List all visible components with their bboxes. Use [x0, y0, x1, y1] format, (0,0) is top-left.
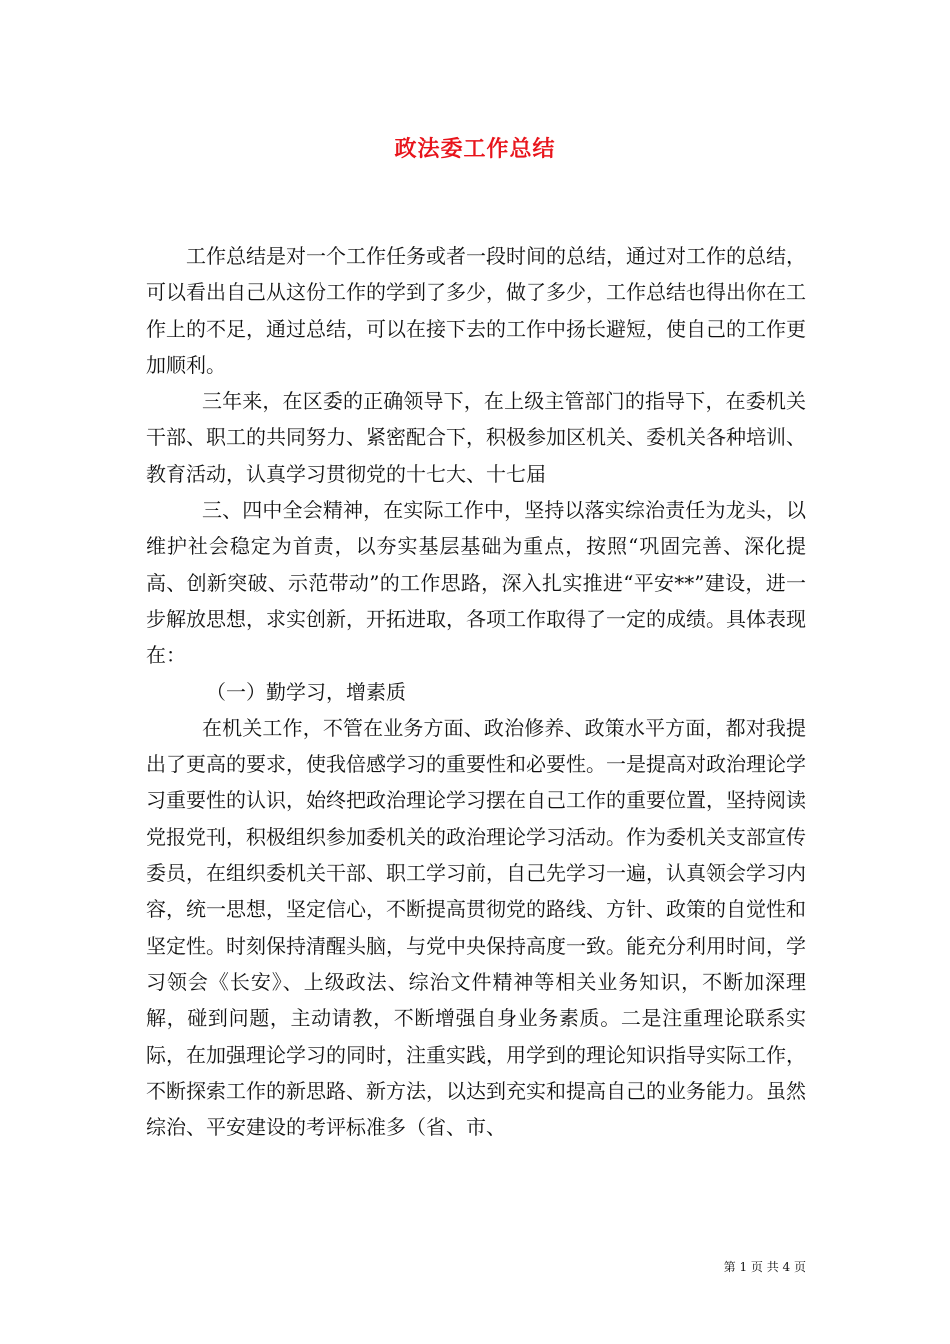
paragraph-plenary-spirit: 三、四中全会精神，在实际工作中，坚持以落实综治责任为龙头，以维护社会稳定为首责，以夯实基层基础为重点，按照“巩固完善、深化提高、创新突破、示范带动”的工作思路，深入扎实推进“平安**”建设，进一步解放思想，求实创新，开拓进取，各项工作取得了一定的成绩。具体表现在： [146, 498, 806, 668]
page-number-footer: 第 1 页 共 4 页 [723, 1260, 806, 1274]
document-body [146, 238, 806, 1145]
document-title: 政法委工作总结 [394, 136, 556, 162]
paragraph-three-years: 三年来，在区委的正确领导下，在上级主管部门的指导下，在委机关干部、职工的共同努力、紧密配合下，积极参加区机关、委机关各种培训、教育活动，认真学习贯彻党的十七大、十七届 [146, 389, 806, 486]
paragraph-intro: 工作总结是对一个工作任务或者一段时间的总结，通过对工作的总结，可以看出自己从这份工作的学到了多少，做了多少，工作总结也得出你在工作上的不足，通过总结，可以在接下去的工作中扬长避短，使自己的工作更加顺利。 [146, 244, 806, 377]
paragraph-study-details: 在机关工作，不管在业务方面、政治修养、政策水平方面，都对我提出了更高的要求，使我倍感学习的重要性和必要性。一是提高对政治理论学习重要性的认识，始终把政治理论学习摆在自己工作的重要位置，坚持阅读党报党刊，积极组织参加委机关的政治理论学习活动。作为委机关支部宣传委员，在组织委机关干部、职工学习前，自己先学习一遍，认真领会学习内容，统一思想，坚定信心，不断提高贯彻党的路线、方针、政策的自觉性和坚定性。时刻保持清醒头脑，与党中央保持高度一致。能充分利用时间，学习领会《长安》、上级政法、综治文件精神等相关业务知识，不断加深理解，碰到问题，主动请教，不断增强自身业务素质。二是注重理论联系实际，在加强理论学习的同时，注重实践，用学到的理论知识指导实际工作，不断探索工作的新思路、新方法，以达到充实和提高自己的业务能力。虽然综治、平安建设的考评标准多（省、市、 [146, 715, 806, 1140]
section-heading-study: （一）勤学习，增素质 [206, 679, 406, 704]
